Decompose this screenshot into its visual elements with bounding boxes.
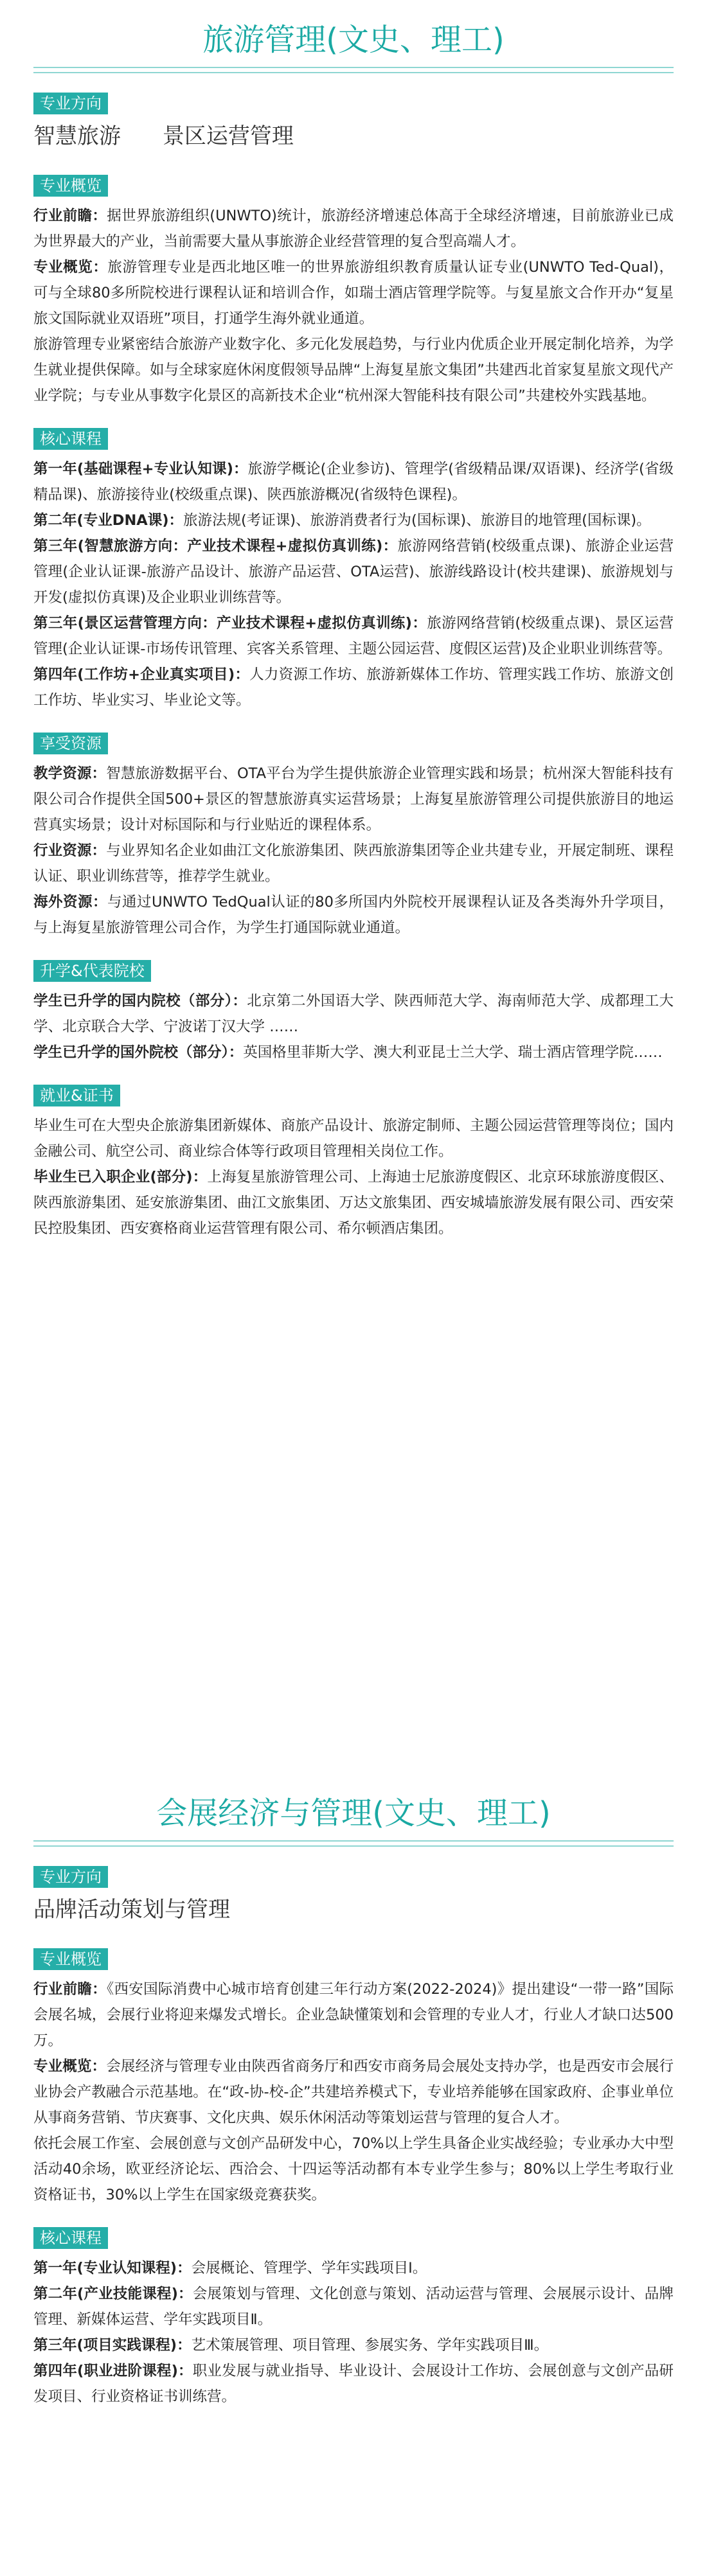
paragraph-lead: 专业概览： [33, 2058, 107, 2075]
section-further-study [33, 960, 674, 1065]
direction-text: 品牌活动策划与管理 [33, 1897, 230, 1923]
paragraph-text: 旅游网络营销(校级重点课)、景区运营管理(企业认证课-市场传讯管理、宾客关系管理、主题公园运营、度假区运营)及企业职业训练营等。 [33, 615, 674, 657]
section-direction [33, 93, 674, 152]
paragraph-text: 毕业生可在大型央企旅游集团新媒体、商旅产品设计、旅游定制师、主题公园运营管理等岗位；国内金融公司、航空公司、商业综合体等行政项目管理相关岗位工作。 [33, 1117, 674, 1160]
section-tag: 专业方向 [33, 1866, 108, 1888]
paragraph-text: 北京第二外国语大学、陕西师范大学、海南师范大学、成都理工大学、北京联合大学、宁波诺丁汉大学 …… [33, 993, 674, 1035]
paragraph [33, 662, 674, 713]
section-tag: 享受资源 [33, 733, 108, 754]
paragraph [33, 988, 674, 1040]
paragraph [33, 1040, 674, 1065]
paragraph-lead: 毕业生已入职企业(部分)： [33, 1169, 208, 1186]
paragraph-text: 会展概论、管理学、学年实践项目Ⅰ。 [191, 2260, 427, 2277]
paragraph [33, 761, 674, 838]
paragraph-text: 人力资源工作坊、旅游新媒体工作坊、管理实践工作坊、旅游文创工作坊、毕业实习、毕业论文等。 [33, 666, 674, 709]
paragraph [33, 1976, 674, 2054]
paragraph [33, 2054, 674, 2131]
paragraph-text: 旅游学概论(企业参访)、管理学(省级精品课/双语课)、经济学(省级精品课)、旅游接待业(校级重点课)、陕西旅游概况(省级特色课程)。 [33, 461, 674, 503]
paragraph-text: 旅游管理专业紧密结合旅游产业数字化、多元化发展趋势，与行业内优质企业开展定制化培养，为学生就业提供保障。如与全球家庭休闲度假领导品牌“上海复星旅文集团”共建西北首家复星旅文现代产业学院；与专业从事数字化景区的高新技术企业“杭州深大智能科技有限公司”共建校外实践基地。 [33, 336, 674, 404]
paragraph-lead: 行业前瞻： [33, 1981, 107, 1998]
paragraph [33, 2131, 674, 2208]
paragraph-lead: 第二年(专业DNA课)： [33, 512, 183, 529]
major-title: 会展经济与管理(文史、理工) [156, 1795, 551, 1831]
paragraph-text: 智慧旅游数据平台、OTA平台为学生提供旅游企业管理实践和场景；杭州深大智能科技有限公司合作提供全国500+景区的智慧旅游真实运营场景；上海复星旅游管理公司提供旅游目的地运营真实场景；设计对标国际和与行业贴近的课程体系。 [33, 765, 674, 833]
paragraph-lead: 第二年(产业技能课程)： [33, 2286, 193, 2302]
paragraph-text: 与业界知名企业如曲江文化旅游集团、陕西旅游集团等企业共建专业，开展定制班、课程认证、职业训练营等，推荐学生就业。 [33, 842, 674, 885]
paragraph [33, 2255, 674, 2281]
paragraph-lead: 第三年(项目实践课程)： [33, 2337, 192, 2354]
paragraph [33, 508, 674, 533]
paragraph [33, 2281, 674, 2332]
paragraph-text: 上海复星旅游管理公司、上海迪士尼旅游度假区、北京环球旅游度假区、陕西旅游集团、延安旅游集团、曲江文旅集团、万达文旅集团、西安城墙旅游发展有限公司、西安荣民控股集团、西安赛格商业运营管理有限公司、希尔顿酒店集团。 [33, 1169, 674, 1237]
paragraph-text: 英国格里菲斯大学、澳大利亚昆士兰大学、瑞士酒店管理学院…… [243, 1044, 663, 1061]
direction-text: 智慧旅游 景区运营管理 [33, 123, 294, 149]
paragraph-text: 《西安国际消费中心城市培育创建三年行动方案(2022-2024)》提出建设“一带一路”国际会展名城，会展行业将迎来爆发式增长。企业急缺懂策划和会管理的专业人才，行业人才缺口达500万。 [33, 1981, 674, 2049]
paragraph [33, 1113, 674, 1164]
section-core-courses [33, 2227, 674, 2410]
paragraph [33, 456, 674, 508]
paragraph-text: 依托会展工作室、会展创意与文创产品研发中心，70%以上学生具备企业实战经验；专业承办大中型活动40余场，欧亚经济论坛、西洽会、十四运等活动都有本专业学生参与；80%以上学生考取行业资格证书，30%以上学生在国家级竞赛获奖。 [33, 2135, 674, 2203]
paragraph-lead: 海外资源： [33, 894, 108, 910]
section-employment [33, 1085, 674, 1241]
paragraph [33, 889, 674, 941]
major-convention-management [33, 1793, 674, 2429]
paragraph-text: 旅游管理专业是西北地区唯一的世界旅游组织教育质量认证专业(UNWTO Ted-Qual)，可与全球80多所院校进行课程认证和培训合作，如瑞士酒店管理学院等。与复星旅文合作开办“复星旅文国际就业双语班”项目，打通学生海外就业通道。 [33, 259, 674, 327]
paragraph [33, 1164, 674, 1241]
paragraph [33, 2358, 674, 2410]
section-tag: 就业&证书 [33, 1085, 120, 1106]
section-tag: 专业方向 [33, 93, 108, 114]
paragraph-lead: 学生已升学的国外院校（部分）： [33, 1044, 244, 1061]
paragraph [33, 332, 674, 409]
section-overview [33, 175, 674, 409]
paragraph-lead: 第三年(智慧旅游方向：产业技术课程+虚拟仿真训练)： [33, 538, 398, 555]
paragraph-text: 会展经济与管理专业由陕西省商务厅和西安市商务局会展处支持办学，也是西安市会展行业协会产教融合示范基地。在“政-协-校-企”共建培养模式下，专业培养能够在国家政府、企事业单位从事商务营销、节庆赛事、文化庆典、娱乐休闲活动等策划运营与管理的复合人才。 [33, 2058, 674, 2126]
section-resources [33, 733, 674, 941]
title-divider [33, 67, 674, 73]
section-tag: 核心课程 [33, 428, 108, 450]
paragraph [33, 610, 674, 662]
paragraph-text: 会展策划与管理、文化创意与策划、活动运营与管理、会展展示设计、品牌管理、新媒体运营、学年实践项目Ⅱ。 [33, 2286, 674, 2328]
section-tag: 核心课程 [33, 2227, 108, 2249]
section-tag: 专业概览 [33, 175, 108, 197]
section-overview [33, 1948, 674, 2208]
major-title: 旅游管理(文史、理工) [202, 22, 505, 58]
paragraph-lead: 行业资源： [33, 842, 107, 859]
paragraph-lead: 第四年(职业进阶课程)： [33, 2363, 193, 2379]
paragraph-text: 职业发展与就业指导、毕业设计、会展设计工作坊、会展创意与文创产品研发项目、行业资格证书训练营。 [33, 2363, 674, 2405]
section-tag: 升学&代表院校 [33, 960, 151, 982]
section-tag: 专业概览 [33, 1948, 108, 1970]
paragraph-text: 与通过UNWTO TedQual认证的80多所国内外院校开展课程认证及各类海外升学项目，与上海复星旅游管理公司合作，为学生打通国际就业通道。 [33, 894, 674, 936]
paragraph-text: 艺术策展管理、项目管理、参展实务、学年实践项目Ⅲ。 [191, 2337, 549, 2354]
paragraph-text: 据世界旅游组织(UNWTO)统计，旅游经济增速总体高于全球经济增速，目前旅游业已成为世界最大的产业，当前需要大量从事旅游企业经营管理的复合型高端人才。 [33, 208, 674, 250]
paragraph [33, 203, 674, 254]
paragraph-lead: 专业概览： [33, 259, 108, 276]
title-divider [33, 1840, 674, 1847]
paragraph [33, 254, 674, 332]
paragraph-lead: 第四年(工作坊+企业真实项目)： [33, 666, 250, 683]
paragraph [33, 2332, 674, 2358]
paragraph-lead: 第一年(基础课程+专业认知课)： [33, 461, 248, 477]
paragraph-text: 旅游法规(考证课)、旅游消费者行为(国标课)、旅游目的地管理(国标课)。 [183, 512, 651, 529]
paragraph-lead: 学生已升学的国内院校（部分）： [33, 993, 247, 1009]
section-direction [33, 1866, 674, 1925]
paragraph [33, 533, 674, 610]
section-core-courses [33, 428, 674, 713]
paragraph [33, 838, 674, 889]
paragraph-lead: 教学资源： [33, 765, 107, 782]
paragraph-lead: 第一年(专业认知课程)： [33, 2260, 192, 2277]
paragraph-lead: 第三年(景区运营管理方向：产业技术课程+虚拟仿真训练)： [33, 615, 427, 632]
major-tourism-management [33, 19, 674, 1261]
paragraph-lead: 行业前瞻： [33, 208, 107, 224]
paragraph-text: 旅游网络营销(校级重点课)、旅游企业运营管理(企业认证课-旅游产品设计、旅游产品运营、OTA运营)、旅游线路设计(校共建课)、旅游规划与开发(虚拟仿真课)及企业职业训练营等。 [33, 538, 674, 606]
